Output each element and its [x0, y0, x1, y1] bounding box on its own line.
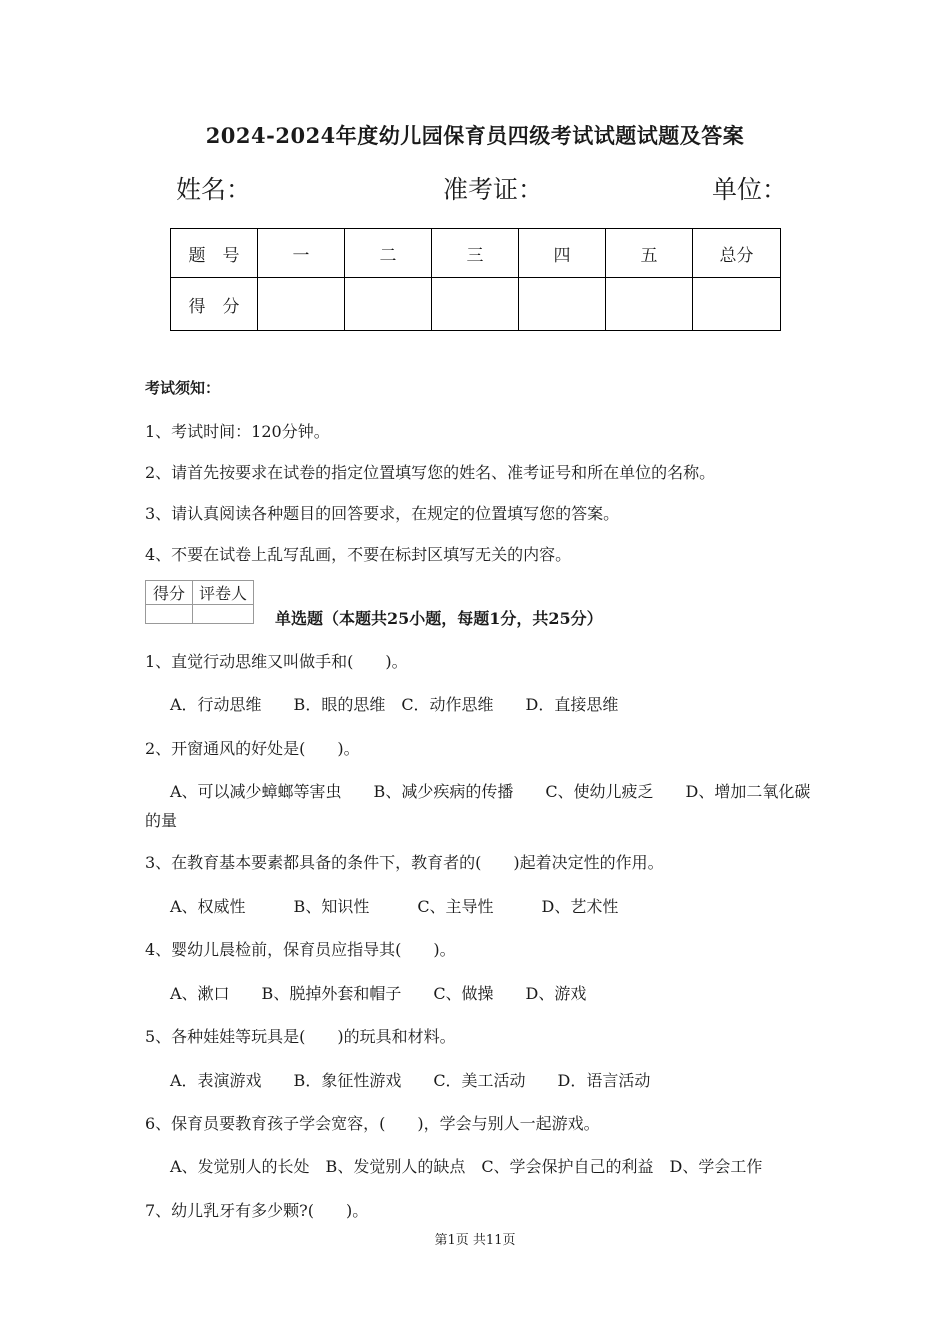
score-cell[interactable] [606, 278, 693, 331]
grader-score-cell[interactable] [146, 605, 193, 624]
page-title: 2024-2024年度幼儿园保育员四级考试试题试题及答案 [205, 123, 745, 148]
score-cell[interactable] [258, 278, 345, 331]
score-table [170, 228, 781, 331]
question-stem: 2、开窗通风的好处是( )。 [145, 739, 360, 758]
question-stem: 1、直觉行动思维又叫做手和( )。 [145, 652, 408, 671]
notice-title: 考试须知： [145, 379, 221, 397]
question-stem: 6、保育员要教育孩子学会宽容，( )，学会与别人一起游戏。 [145, 1114, 600, 1133]
score-header-cell: 一 [258, 229, 345, 278]
name-field-label: 姓名： [176, 175, 252, 204]
score-cell[interactable] [519, 278, 606, 331]
question-options: A、权威性 B、知识性 C、主导性 D、艺术性 [170, 897, 619, 916]
score-table-header-row [171, 229, 781, 278]
question-options: A．行动思维 B．眼的思维 C．动作思维 D．直接思维 [170, 695, 619, 714]
grader-name-cell[interactable] [193, 605, 254, 624]
notice-item: 4、不要在试卷上乱写乱画，不要在标封区填写无关的内容。 [145, 545, 572, 564]
question-options: A．表演游戏 B．象征性游戏 C．美工活动 D．语言活动 [170, 1071, 651, 1090]
grader-box [145, 580, 254, 624]
question-stem: 4、婴幼儿晨检前，保育员应指导其( )。 [145, 940, 456, 959]
score-header-cell: 五 [606, 229, 693, 278]
grader-name-label: 评卷人 [193, 581, 254, 605]
score-header-cell: 总分 [693, 229, 781, 278]
score-cell[interactable] [693, 278, 781, 331]
unit-field-label: 单位： [712, 175, 788, 204]
section-title: 单选题（本题共25小题，每题1分，共25分） [275, 609, 603, 628]
score-table-score-row [171, 278, 781, 331]
score-header-cell: 二 [345, 229, 432, 278]
score-header-cell: 四 [519, 229, 606, 278]
question-stem: 7、幼儿乳牙有多少颗?( )。 [145, 1201, 369, 1220]
grader-score-label: 得分 [146, 581, 193, 605]
score-header-cell: 题 号 [171, 229, 258, 278]
score-cell[interactable] [432, 278, 519, 331]
question-stem: 5、各种娃娃等玩具是( )的玩具和材料。 [145, 1027, 456, 1046]
question-options: A、漱口 B、脱掉外套和帽子 C、做操 D、游戏 [170, 984, 587, 1003]
score-header-cell: 三 [432, 229, 519, 278]
notice-item: 3、请认真阅读各种题目的回答要求，在规定的位置填写您的答案。 [145, 504, 620, 523]
question-options: A、发觉别人的长处 B、发觉别人的缺点 C、学会保护自己的利益 D、学会工作 [170, 1157, 763, 1176]
question-stem: 3、在教育基本要素都具备的条件下，教育者的( )起着决定性的作用。 [145, 853, 664, 872]
score-cell[interactable] [345, 278, 432, 331]
notice-item: 2、请首先按要求在试卷的指定位置填写您的姓名、准考证号和所在单位的名称。 [145, 463, 716, 482]
page-footer: 第1页 共11页 [434, 1233, 516, 1248]
notice-item: 1、考试时间：120分钟。 [145, 422, 330, 441]
question-options-continued: 的量 [145, 811, 178, 830]
score-row-label: 得 分 [171, 278, 258, 331]
ticket-field-label: 准考证： [443, 175, 544, 204]
question-options: A、可以减少蟑螂等害虫 B、减少疾病的传播 C、使幼儿疲乏 D、增加二氧化碳 [170, 782, 811, 801]
